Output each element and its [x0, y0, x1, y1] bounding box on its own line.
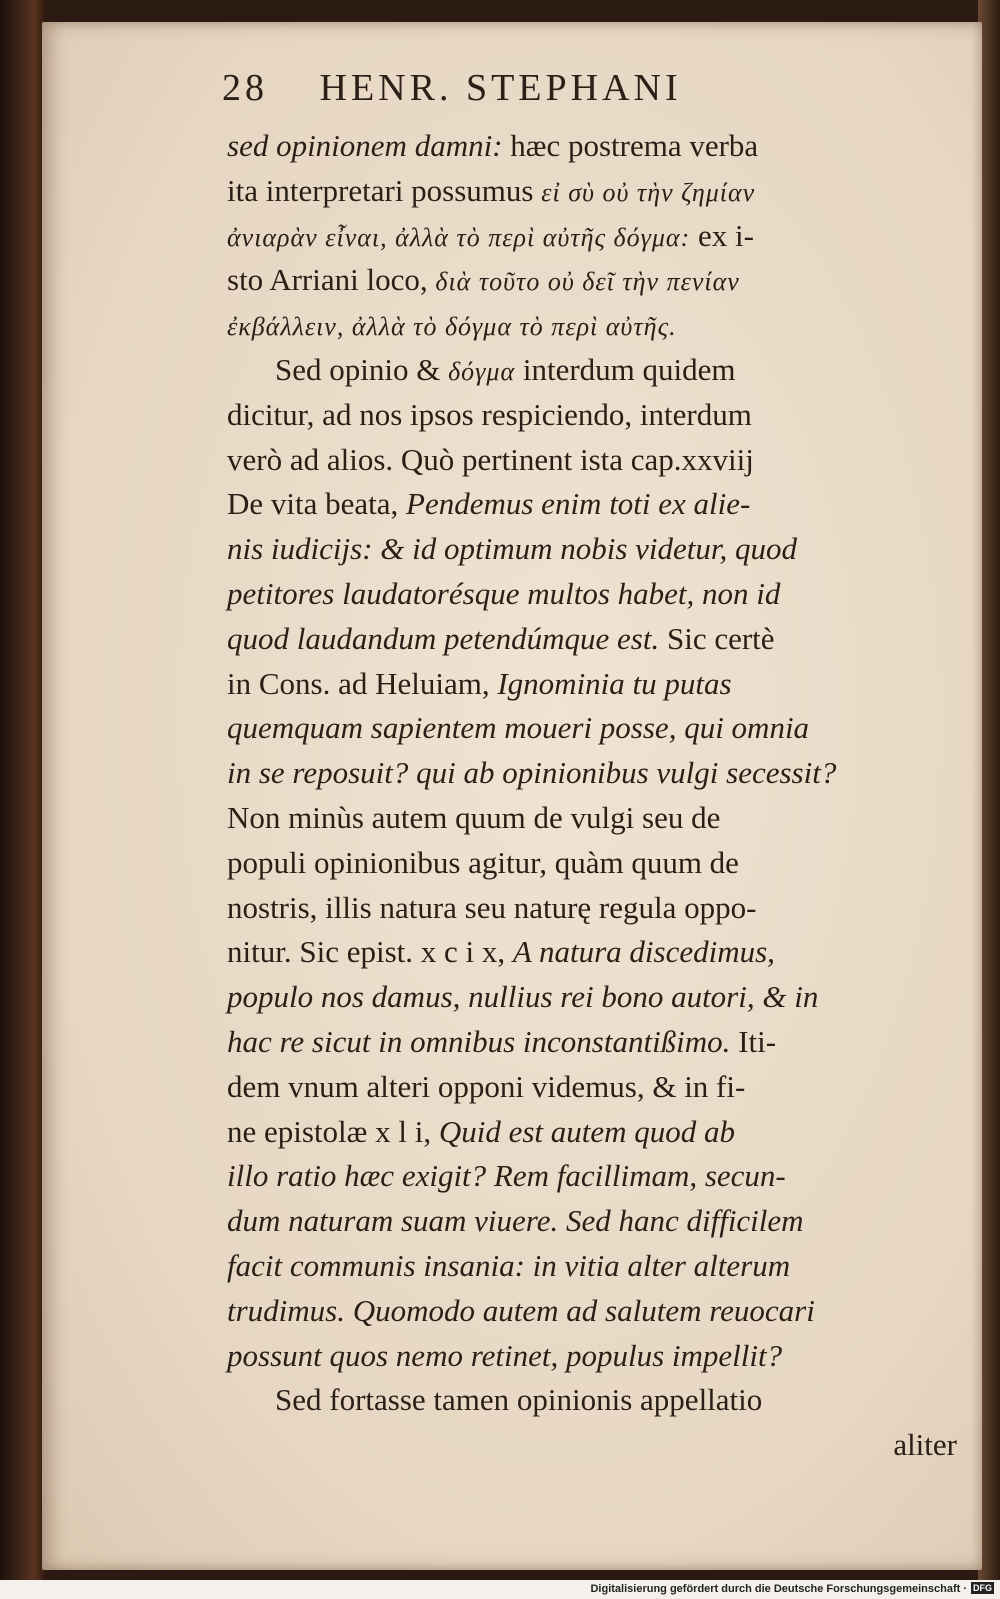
text-line [227, 930, 967, 975]
text-line [227, 1423, 967, 1468]
text-line [227, 1154, 967, 1199]
text-line [227, 482, 967, 527]
italic-text: Quid est autem quod ab [438, 1113, 736, 1149]
text-line [227, 393, 967, 438]
italic-text: Ignominia tu putas [497, 665, 732, 701]
roman-text: hæc postrema verba [502, 128, 759, 163]
text-line [227, 975, 967, 1020]
text-line [227, 1334, 967, 1379]
roman-text: ex i- [690, 217, 754, 253]
running-title: HENR. STEPHANI [319, 67, 682, 109]
roman-text: dem vnum alteri opponi videmus, & in fi- [227, 1068, 746, 1104]
greek-text: δόγμα [448, 356, 516, 386]
text-line [227, 796, 967, 841]
roman-text: Sed opinio & [275, 351, 449, 387]
roman-text: nostris, illis natura seu naturę regula oppo- [227, 889, 757, 925]
text-line [227, 1110, 967, 1155]
text-line [227, 303, 967, 348]
greek-text: εἰ σὺ οὐ τὴν ζημίαν [541, 177, 756, 207]
italic-text: petitores laudatorésque multos habet, non id [227, 575, 781, 611]
italic-text: trudimus. Quomodo autem ad salutem reuocari [227, 1292, 815, 1328]
text-line [227, 886, 967, 931]
text-line [227, 348, 967, 393]
italic-text: A natura discedimus, [512, 934, 775, 970]
text-line [227, 1199, 967, 1244]
text-line [227, 662, 967, 707]
book-cover-left [0, 0, 46, 1580]
greek-text: διὰ τοῦτο οὐ δεῖ τὴν πενίαν [435, 267, 740, 297]
italic-text: possunt quos nemo retinet, populus impellit? [227, 1337, 783, 1373]
text-line [227, 1289, 967, 1334]
text-line [227, 169, 967, 214]
running-head [222, 66, 902, 110]
page-number: 28 [222, 67, 268, 109]
body-text [227, 124, 967, 1468]
text-line [227, 841, 967, 886]
italic-text: dum naturam suam viuere. Sed hanc difficilem [227, 1203, 804, 1239]
roman-text: Non minùs autem quum de vulgi seu de [227, 799, 721, 835]
text-line [227, 1020, 967, 1065]
italic-text: nis iudicijs: & id optimum nobis videtur, quod [227, 531, 798, 567]
roman-text: aliter [893, 1427, 957, 1463]
roman-text: ne epistolæ x l i, [227, 1113, 439, 1149]
roman-text: Sic certè [659, 620, 775, 656]
roman-text: ita interpretari possumus [227, 172, 542, 208]
footer-credit: Digitalisierung gefördert durch die Deutsche Forschungsgemeinschaft · [590, 1583, 967, 1595]
text-line [227, 258, 967, 303]
roman-text: De vita beata, [227, 486, 407, 522]
roman-text: nitur. Sic epist. x c i x, [227, 934, 513, 970]
roman-text: Iti- [730, 1023, 777, 1059]
text-line [227, 527, 967, 572]
roman-text: populi opinionibus agitur, quàm quum de [227, 844, 739, 880]
italic-text: in se reposuit? qui ab opinionibus vulgi secessit? [227, 755, 837, 791]
greek-text: ἀνιαρὰν εἶναι, ἀλλὰ τὸ περὶ αὐτῆς δόγμα: [227, 222, 691, 252]
greek-text: ἐκβάλλειν, ἀλλὰ τὸ δόγμα τὸ περὶ αὐτῆς. [227, 312, 677, 342]
roman-text: sto Arriani loco, [227, 262, 436, 298]
text-line [227, 438, 967, 483]
roman-text: dicitur, ad nos ipsos respiciendo, interdum [227, 396, 752, 432]
italic-text: Pendemus enim toti ex alie- [406, 486, 751, 522]
roman-text: in Cons. ad Heluiam, [227, 665, 498, 701]
italic-text: sed opinionem damni: [227, 128, 503, 163]
text-line [227, 214, 967, 259]
italic-text: facit communis insania: in vitia alter alterum [227, 1247, 791, 1283]
book-page [42, 22, 982, 1570]
italic-text: populo nos damus, nullius rei bono autori, & in [227, 979, 819, 1015]
text-line [227, 1378, 967, 1423]
text-line [227, 572, 967, 617]
text-line [227, 1065, 967, 1110]
italic-text: hac re sicut in omnibus inconstantißimo. [227, 1023, 731, 1059]
italic-text: quemquam sapientem moueri posse, qui omnia [227, 710, 810, 746]
text-line [227, 751, 967, 796]
roman-text: verò ad alios. Quò pertinent ista cap.xxviij [227, 441, 754, 477]
text-line [227, 706, 967, 751]
text-line [227, 1244, 967, 1289]
roman-text: interdum quidem [515, 351, 736, 387]
italic-text: quod laudandum petendúmque est. [227, 620, 660, 656]
roman-text: Sed fortasse tamen opinionis appellatio [275, 1382, 763, 1418]
text-line [227, 617, 967, 662]
text-line [227, 124, 967, 169]
dfg-logo: DFG [973, 1583, 992, 1593]
footer-bar [0, 1580, 1000, 1599]
italic-text: illo ratio hæc exigit? Rem facillimam, secun- [227, 1158, 786, 1194]
